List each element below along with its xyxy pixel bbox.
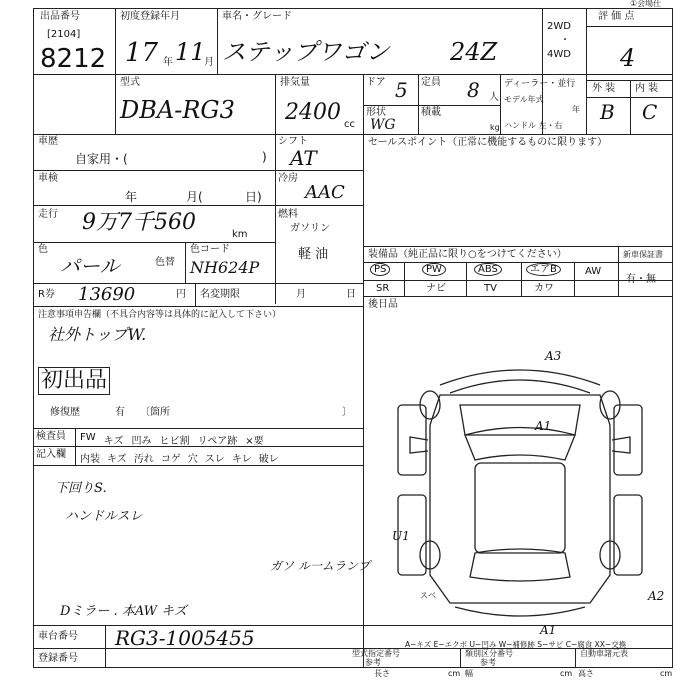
- width-unit: cm: [560, 669, 573, 678]
- name-change-label: 名変期限: [200, 289, 240, 300]
- score-value: 4: [620, 44, 636, 72]
- length-unit: cm: [448, 669, 461, 678]
- name-change-day: 日: [346, 289, 356, 300]
- rule: [363, 262, 673, 263]
- size-label: 自動車諸元表: [580, 649, 628, 658]
- rule: [618, 246, 619, 296]
- insp-scratch: キズ: [103, 436, 124, 447]
- color-code-value: NH624P: [190, 258, 260, 277]
- diagram-mark: A1: [535, 419, 552, 433]
- rule: [460, 648, 461, 668]
- fuel-label: 燃料: [278, 209, 298, 220]
- rule: [500, 75, 501, 134]
- repair-location: 〔箇所: [140, 407, 170, 418]
- equip-navi: ナビ: [426, 283, 446, 294]
- ext-label: 外 装: [592, 83, 616, 94]
- history-close: ): [262, 150, 267, 164]
- inspector-entry-label: 記入欄: [36, 449, 66, 460]
- repair-label: 修復歴: [50, 407, 80, 418]
- sales-point-label: セールスポイント（正常に機能するものに限ります）: [368, 137, 608, 148]
- rule: [363, 246, 673, 247]
- int-label: 内 装: [635, 83, 659, 94]
- displacement-label: 排気量: [280, 77, 310, 88]
- repair-value: 有: [115, 407, 125, 418]
- lot-number: 8212: [40, 44, 107, 74]
- capacity-value: 8: [467, 78, 480, 102]
- first-reg-year-unit: 年: [163, 57, 173, 68]
- insp-wear: スレ: [204, 454, 225, 465]
- rule: [521, 262, 522, 296]
- length-label: 長さ: [374, 669, 390, 678]
- mileage-unit: km: [232, 229, 248, 240]
- diagram-mark: A1: [540, 623, 557, 637]
- ac-label: 冷房: [278, 173, 298, 184]
- insp-fw: FW: [80, 432, 96, 443]
- insp-need: ×要: [245, 436, 264, 447]
- drive-dot: ・: [560, 35, 570, 46]
- rule: [75, 428, 76, 465]
- rear-seat-label: 後日品: [368, 299, 398, 310]
- inspection-label: 車検: [38, 173, 58, 184]
- color-label: 色: [38, 244, 48, 255]
- handwritten-note: Dミラー . 本AW キズ: [60, 604, 187, 619]
- equip-airbag-text: エアB: [526, 263, 561, 276]
- class-num-ref: 参考: [480, 658, 496, 667]
- rule: [275, 75, 276, 134]
- rule: [574, 262, 575, 296]
- rule: [33, 306, 363, 307]
- capacity-unit: 人: [489, 92, 499, 103]
- chassis-label: 車台番号: [38, 631, 78, 642]
- lot-label: 出品番号: [40, 11, 80, 22]
- rule: [33, 465, 363, 466]
- type-cert-label: 型式指定番号: [352, 649, 400, 658]
- capacity-label: 定員: [421, 77, 441, 88]
- chassis-value: RG3-1005455: [115, 626, 255, 650]
- first-reg-month: 11: [175, 38, 206, 66]
- model-year-label: モデル年式: [504, 95, 544, 104]
- shape-value: WG: [370, 117, 396, 133]
- inspector-row2: [80, 450, 279, 465]
- equip-leather: カワ: [534, 283, 554, 294]
- color-change-label: 色替: [155, 257, 175, 268]
- shift-label: シフト: [278, 136, 308, 147]
- rule: [363, 105, 500, 106]
- equip-aw: AW: [585, 266, 602, 277]
- rule: [33, 205, 363, 206]
- new-warranty-label: 新車保証書: [623, 250, 663, 259]
- equip-airbag: [526, 265, 561, 275]
- handwritten-note: ガソ ル一ムランプ: [270, 559, 370, 573]
- equip-pw: [422, 265, 446, 275]
- diagram-mark: A3: [545, 349, 562, 363]
- model-year-unit: 年: [572, 105, 580, 114]
- rule: [575, 648, 576, 668]
- rule: [33, 428, 363, 429]
- ac-value: AAC: [305, 182, 345, 203]
- rule: [363, 134, 364, 668]
- repair-location-close: 〕: [342, 407, 352, 418]
- insp-burn: コゲ: [160, 454, 181, 465]
- first-reg-label: 初度登録年月: [120, 11, 180, 22]
- inspector-label: 検査員: [36, 431, 66, 442]
- equip-abs: [474, 265, 502, 275]
- insp-hole: 穴: [187, 454, 198, 465]
- mileage-label: 走行: [38, 209, 58, 220]
- first-reg-month-unit: 月: [204, 57, 214, 68]
- insp-interior: 内装: [80, 454, 100, 465]
- name-change-month: 月: [296, 289, 306, 300]
- drive-4wd: 4WD: [547, 49, 571, 60]
- recycle-label: R券: [38, 289, 55, 300]
- car-name-value: ステップワゴン: [222, 38, 390, 66]
- ext-value: B: [600, 100, 615, 124]
- rule: [33, 74, 673, 75]
- handwritten-note: ハンドルスレ: [65, 509, 143, 524]
- inspection-month: 月(: [186, 190, 203, 204]
- first-stamp: [38, 367, 110, 395]
- warranty-value: 有・無: [626, 274, 656, 285]
- height-label: 高さ: [578, 669, 594, 678]
- rule: [466, 262, 467, 296]
- doors-value: 5: [395, 78, 408, 102]
- width-label: 幅: [465, 669, 473, 678]
- rule: [217, 8, 218, 75]
- car-grade-value: 24Z: [450, 38, 498, 66]
- rule: [115, 8, 116, 134]
- insp-crack: ヒビ割: [159, 436, 190, 447]
- rule: [404, 262, 405, 296]
- fuel-gasoline: ガソリン: [290, 223, 330, 234]
- mileage-value: 9万7千560: [82, 210, 196, 235]
- score-label: 評 価 点: [598, 11, 635, 22]
- history-value: 自家用・(: [75, 152, 128, 166]
- load-label: 積載: [421, 107, 441, 118]
- int-value: C: [642, 100, 658, 124]
- rule: [105, 625, 106, 668]
- rule: [33, 170, 363, 171]
- handwritten-note: 下回りS.: [55, 481, 107, 496]
- equip-pw-text: PW: [422, 263, 446, 276]
- notes-text: 社外トップW.: [48, 325, 147, 344]
- load-unit: kg: [490, 123, 500, 132]
- equip-ps-text: PS: [370, 263, 390, 276]
- rule: [542, 8, 543, 134]
- rule: [33, 242, 275, 243]
- diagram-mark: スベ: [420, 591, 436, 600]
- rule: [363, 296, 673, 297]
- header-top: ①会場仕: [630, 0, 662, 8]
- diagram-mark: U1: [392, 529, 410, 543]
- shape-label: 形状: [366, 107, 386, 118]
- shift-value: AT: [290, 146, 317, 170]
- rule: [33, 134, 673, 135]
- insp-tear: 破レ: [258, 454, 279, 465]
- insp-dent: 凹み: [131, 436, 152, 447]
- displacement-unit: cc: [344, 119, 355, 130]
- rule: [275, 134, 276, 304]
- first-reg-year: 17: [125, 38, 159, 68]
- lot-bracket: [2104]: [47, 29, 81, 40]
- first-stamp-text: 初出品: [41, 368, 108, 393]
- model-label: 型式: [120, 77, 140, 88]
- insp-cut: キレ: [231, 454, 252, 465]
- notes-label: 注意事項申告欄（不具合内容等は具体的に記入して下さい）: [38, 310, 282, 320]
- rule: [185, 242, 186, 283]
- insp-repair: リペア跡: [197, 436, 238, 447]
- rule: [630, 80, 631, 134]
- height-unit: cm: [660, 669, 673, 678]
- color-code-label: 色コード: [190, 244, 230, 255]
- displacement-value: 2400: [285, 100, 341, 125]
- doors-label: ドア: [366, 77, 386, 88]
- diagram-mark: A2: [648, 589, 665, 603]
- model-value: DBA-RG3: [120, 96, 235, 124]
- insp-dirt: 汚れ: [133, 454, 154, 465]
- car-damage-diagram: [380, 345, 670, 625]
- equip-abs-text: ABS: [474, 263, 502, 276]
- color-value: パール: [60, 254, 120, 278]
- equip-tv: TV: [484, 283, 497, 294]
- rule: [586, 97, 673, 98]
- drive-2wd: 2WD: [547, 21, 571, 32]
- type-cert-ref: 参考: [365, 658, 381, 667]
- car-name-label: 車名・グレード: [222, 11, 292, 22]
- recycle-value: 13690: [78, 284, 136, 305]
- rule: [586, 26, 673, 27]
- handle-label: ハンドル 左・右: [504, 121, 563, 130]
- damage-legend: A−キズ E−エクボ U−凹み W−補修跡 S−サビ C−腐食 XX−交換: [405, 640, 627, 649]
- equipment-label: 装備品（純正品に限り○をつけてください）: [368, 249, 567, 260]
- equip-ps: [370, 265, 390, 275]
- dealer-label: ディーラー・並行: [504, 79, 576, 89]
- insp-int-scratch: キズ: [107, 454, 127, 465]
- inspection-day: 日): [245, 190, 262, 204]
- history-label: 車歴: [38, 136, 58, 147]
- rule: [195, 283, 196, 306]
- inspector-row1: [80, 432, 264, 447]
- recycle-unit: 円: [176, 289, 186, 300]
- equip-sr: SR: [376, 283, 390, 294]
- class-num-label: 類別区分番号: [465, 649, 513, 658]
- registration-label: 登録番号: [38, 653, 78, 664]
- inspection-year: 年: [125, 190, 138, 204]
- fuel-diesel: 軽 油: [298, 247, 329, 262]
